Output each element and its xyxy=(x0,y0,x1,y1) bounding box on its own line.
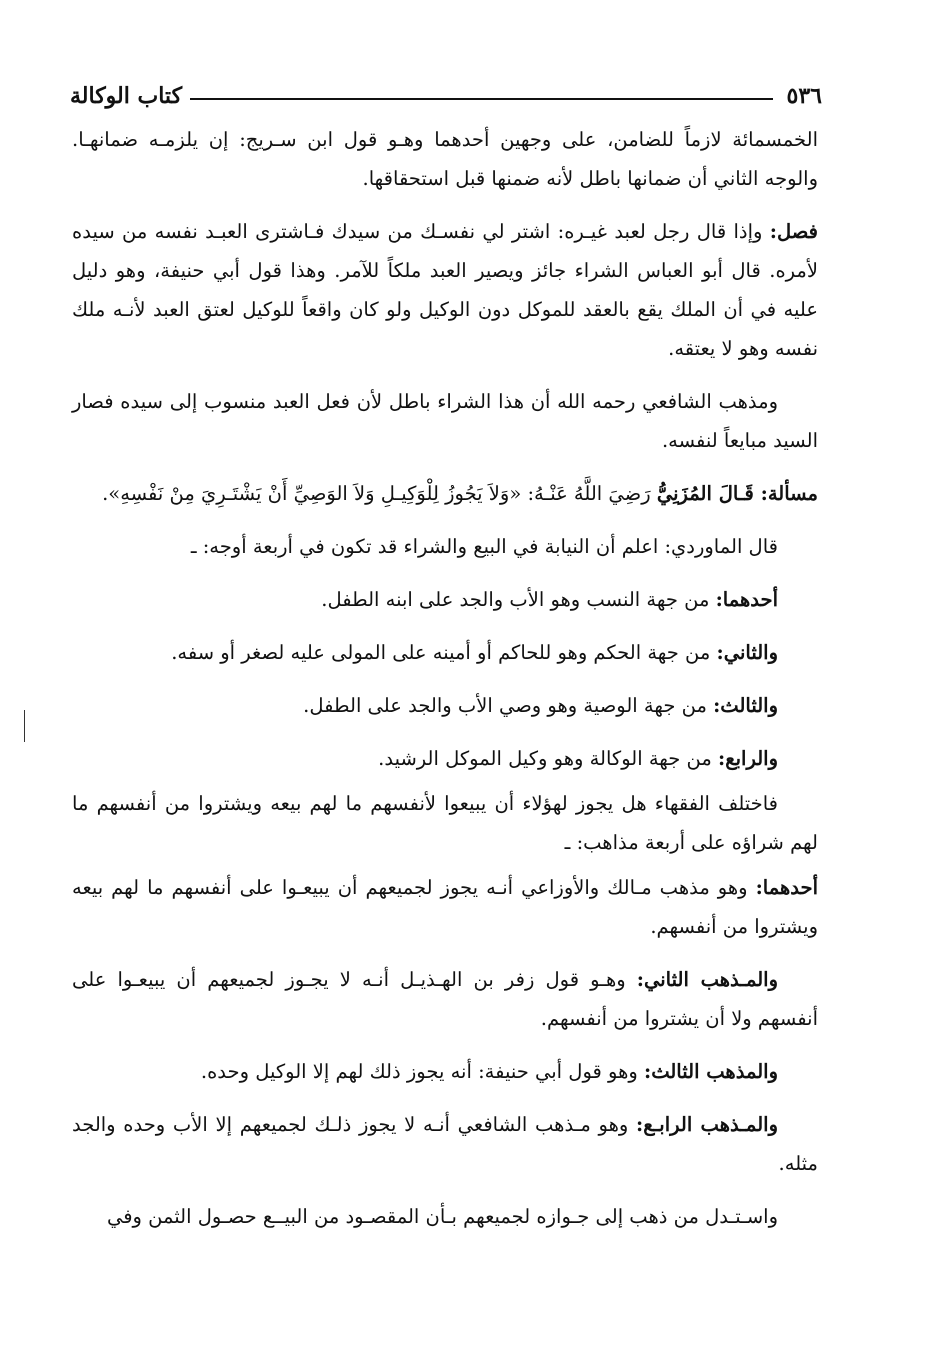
paragraph xyxy=(72,868,818,946)
paragraph-text: وهو مذهب مـالك والأوزاعي أنـه يجوز لجميعهم أن يبيعـوا على أنفسهم ما لهم بيعه ويشتروا من أنفسهم. xyxy=(72,876,818,938)
paragraph xyxy=(72,739,818,778)
paragraph-label: والرابع: xyxy=(718,747,778,770)
paragraph xyxy=(72,474,818,513)
paragraph xyxy=(72,960,818,1038)
paragraph-label: أحدهما: xyxy=(715,588,778,611)
paragraph xyxy=(72,120,818,198)
paragraph-text: واسـتـدل من ذهب إلى جـوازه لجميعهم بـأن المقصـود من البيــع حصـول الثمن وفي xyxy=(106,1205,778,1228)
paragraph xyxy=(72,686,818,725)
paragraph-label: والثالث: xyxy=(713,694,778,717)
paragraph-label: أحدهما: xyxy=(755,876,818,899)
paragraph-text: من جهة الوصية وهو وصي الأب والجد على الطفل. xyxy=(303,694,714,717)
paragraph-text: قال الماوردي: اعلم أن النيابة في البيع والشراء قد تكون في أربعة أوجه: ـ xyxy=(190,535,778,558)
margin-mark xyxy=(24,710,25,742)
paragraph-label: والمـذهب الثاني: xyxy=(636,968,779,991)
page-header xyxy=(70,78,822,114)
paragraph-text: الخمسمائة لازماً للضامن، على وجهين أحدهما وهـو قول ابن سـريج: إن يلزمـه ضمانهـا. والوجه الثاني أن ضمانها باطل لأنه ضمنها قبل استحقاقها. xyxy=(72,128,818,190)
paragraph xyxy=(72,1052,818,1091)
header-rule xyxy=(190,98,773,100)
paragraph-text: من جهة الحكم وهو للحاكم أو أمينه على المولى عليه لصغر أو سفه. xyxy=(171,641,717,664)
paragraph-text: من جهة الوكالة وهو وكيل الموكل الرشيد. xyxy=(378,747,719,770)
paragraph-label: فصل: xyxy=(769,220,818,243)
paragraph xyxy=(72,1197,818,1236)
paragraph xyxy=(72,784,818,862)
running-title: كتاب الوكالة xyxy=(70,83,183,109)
paragraph-text: وإذا قال رجل لعبد غيـره: اشتر لي نفسـك من سيدك فـاشترى العبـد نفسه من سيده لأمره. قال أبو العباس الشراء جائز ويصير العبد ملكاً للآمر. وهذا قول أبي حنيفة، وهو دليل عليه في أن الملك يقع بالعقد للموكل دون الوكيل ولو كان واقعاً للوكيل لعتق العبد لأنـه ملك نفسه وهو لا يعتقه. xyxy=(72,220,818,360)
paragraph-text: وهو مـذهب الشافعي أنـه لا يجوز ذلـك لجميعهم إلا الأب وحده والجد مثله. xyxy=(72,1113,818,1175)
paragraph-text: ومذهب الشافعي رحمه الله أن هذا الشراء باطل لأن فعل العبد منسوب إلى سيده فصار السيد مبايعاً لنفسه. xyxy=(72,390,818,452)
paragraph xyxy=(72,527,818,566)
paragraph-text: رَضِيَ اللَّهُ عَنْـهُ: «وَلاَ يَجُوزُ لِلْوَكِيـلِ وَلاَ الوَصِيِّ أَنْ يَشْتَـرِيَ مِنْ نَفْسِهِ». xyxy=(102,482,657,505)
paragraph-label: مسألة: قَـالَ المُزَنِيُّ xyxy=(656,482,818,505)
paragraph-label: والثاني: xyxy=(716,641,778,664)
paragraph-text: فاختلف الفقهاء هل يجوز لهؤلاء أن يبيعوا لأنفسهم ما لهم بيعه ويشتروا من أنفسهم ما لهم شراؤه على أربعة مذاهب: ـ xyxy=(72,792,818,854)
paragraph-text: من جهة النسب وهو الأب والجد على ابنه الطفل. xyxy=(321,588,716,611)
paragraph xyxy=(72,580,818,619)
paragraph xyxy=(72,212,818,368)
paragraph xyxy=(72,382,818,460)
paragraph xyxy=(72,1105,818,1183)
paragraph-label: والمـذهب الرابـع: xyxy=(636,1113,778,1136)
page-body xyxy=(72,120,818,1236)
paragraph xyxy=(72,633,818,672)
paragraph-text: وهـو قول زفر بن الهـذيـل أنـه لا يجـوز لجميعهم أن يبيعـوا على أنفسهم ولا أن يشتروا من أنفسهم. xyxy=(72,968,818,1030)
paragraph-label: والمذهب الثالث: xyxy=(644,1060,778,1083)
paragraph-text: وهو قول أبي حنيفة: أنه يجوز ذلك لهم إلا الوكيل وحده. xyxy=(200,1060,645,1083)
page-number: ٥٣٦ xyxy=(786,83,822,109)
